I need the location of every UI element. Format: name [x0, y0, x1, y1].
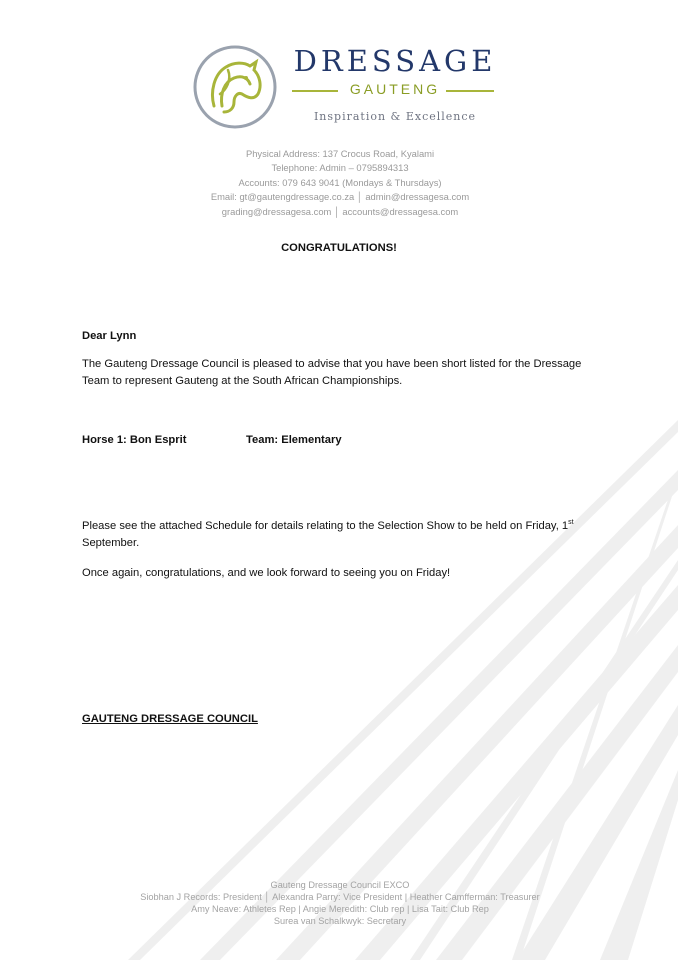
- footer-exco: [100, 879, 580, 927]
- grading-email-line: grading@dressagesa.com │ accounts@dressagesa.com: [221, 205, 459, 217]
- ordinal-suffix: st: [568, 519, 574, 526]
- logo-rule-right: [446, 90, 494, 92]
- paragraph-shortlist-line-1: The Gauteng Dressage Council is pleased to advise that you have been short listed for the Dressage: [82, 358, 582, 370]
- email-line: Email: gt@gautengdressage.co.za │ admin@dressagesa.com: [210, 191, 470, 203]
- salutation: Dear Lynn: [82, 330, 137, 342]
- telephone-line: Telephone: Admin – 0795894313: [271, 162, 409, 174]
- horse-head-emblem-icon: [190, 40, 282, 132]
- logo-region: GAUTENG: [349, 81, 441, 97]
- schedule-text: Please see the attached Schedule for details relating to the Selection Show to be held on Friday, 1: [82, 520, 569, 532]
- footer-officers: Siobhan J Records: President │ Alexandra Parry: Vice President | Heather Camfferman: Treasurer: [140, 892, 540, 902]
- paragraph-schedule-line-2: September.: [82, 537, 140, 549]
- paragraph-shortlist-line-2: Team to represent Gauteng at the South African Championships.: [82, 375, 403, 387]
- paragraph-schedule-line-1: [82, 518, 602, 535]
- logo-name: DRESSAGE: [293, 44, 497, 78]
- paragraph-shortlist: [82, 356, 602, 390]
- contact-block: [150, 147, 530, 219]
- accounts-line: Accounts: 079 643 9041 (Mondays & Thursdays): [238, 176, 442, 188]
- logo-tagline: Inspiration & Excellence: [313, 110, 477, 123]
- team-entry: Team: Elementary: [246, 434, 342, 446]
- address-line: Physical Address: 137 Crocus Road, Kyalami: [245, 148, 435, 159]
- footer-reps: Amy Neave: Athletes Rep | Angie Meredith: Club rep | Lisa Tait: Club Rep: [191, 904, 489, 914]
- letter-heading: CONGRATULATIONS!: [281, 242, 397, 254]
- signature-council: GAUTENG DRESSAGE COUNCIL: [82, 713, 258, 725]
- paragraph-schedule: [82, 518, 602, 552]
- paragraph-closing: Once again, congratulations, and we look forward to seeing you on Friday!: [82, 567, 451, 579]
- dressage-gauteng-logo: [190, 40, 510, 132]
- footer-secretary: Surea van Schalkwyk: Secretary: [273, 916, 407, 926]
- footer-title: Gauteng Dressage Council EXCO: [270, 880, 410, 890]
- horse-entry: Horse 1: Bon Esprit: [82, 434, 187, 446]
